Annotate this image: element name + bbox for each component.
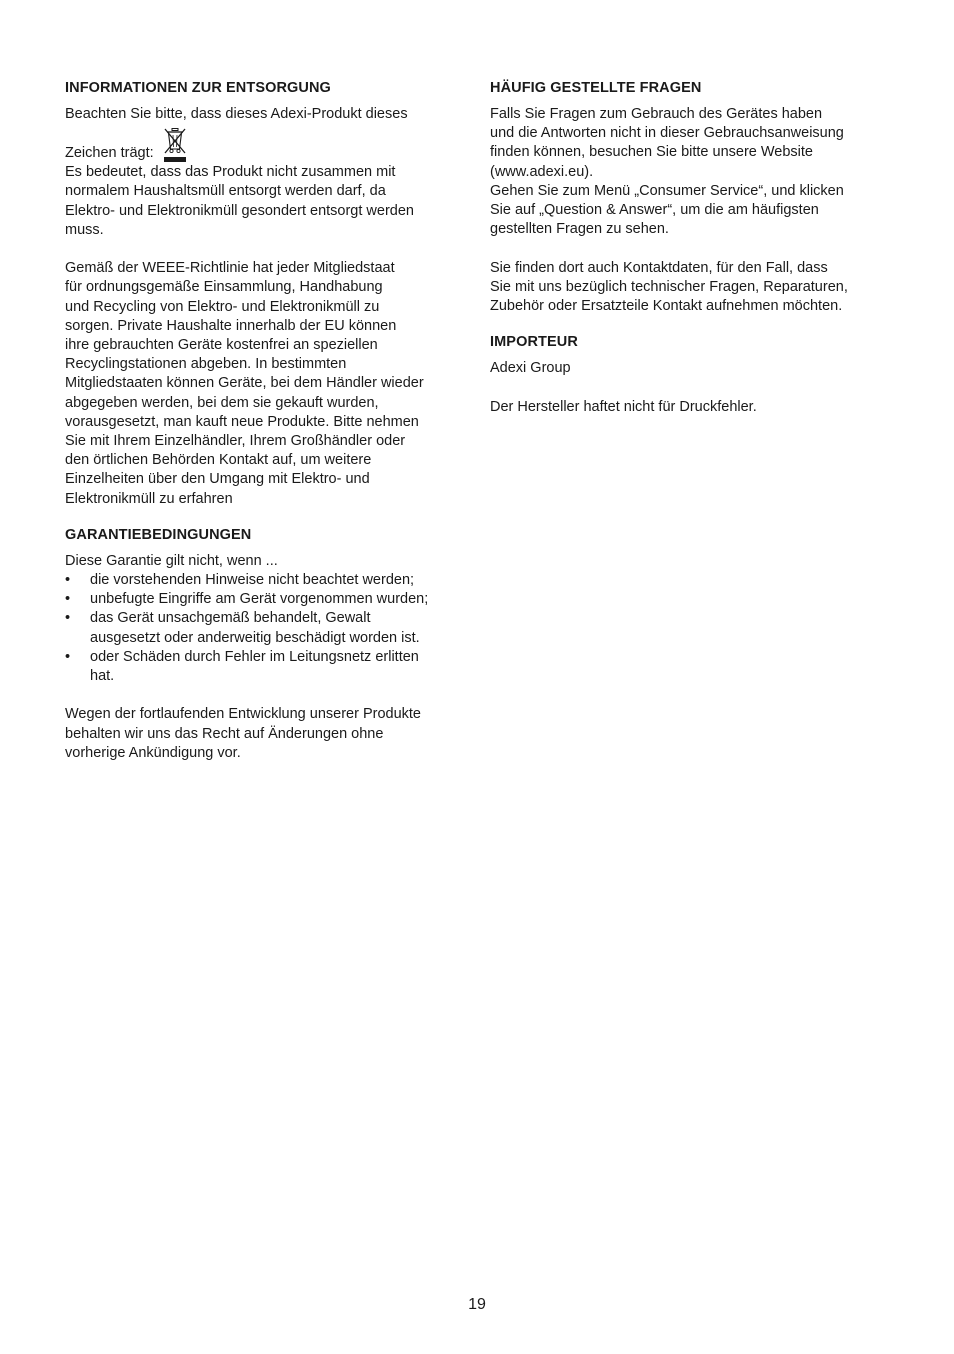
faq-paragraph-1 bbox=[490, 105, 890, 239]
text-line: vorausgesetzt, man kauft neue Produkte. Bitte nehmen bbox=[65, 413, 419, 430]
disposal-weee-paragraph bbox=[65, 259, 465, 509]
importer-heading: IMPORTEUR bbox=[490, 334, 578, 351]
text-line: für ordnungsgemäße Einsammlung, Handhabung bbox=[65, 279, 383, 296]
disposal-intro-line: Beachten Sie bitte, dass dieses Adexi-Produkt dieses bbox=[65, 106, 408, 122]
faq-paragraph-2 bbox=[490, 259, 890, 317]
text-line: Wegen der fortlaufenden Entwicklung unserer Produkte bbox=[65, 706, 422, 723]
text-line: Falls Sie Fragen zum Gebrauch des Gerätes haben bbox=[490, 106, 823, 122]
text-line: finden können, besuchen Sie bitte unsere Website bbox=[490, 144, 813, 161]
list-item-text: hat. bbox=[90, 668, 115, 685]
faq-section bbox=[490, 79, 890, 316]
disposal-meaning-paragraph bbox=[65, 163, 465, 240]
printing-errors-disclaimer: Der Hersteller haftet nicht für Druckfehler. bbox=[490, 398, 757, 415]
list-item bbox=[65, 571, 465, 590]
warranty-heading: GARANTIEBEDINGUNGEN bbox=[65, 526, 252, 543]
text-line: normalem Haushaltsmüll entsorgt werden darf, da bbox=[65, 183, 386, 200]
text-line: Elektronikmüll zu erfahren bbox=[65, 490, 233, 507]
text-line: Zubehör oder Ersatzteile Kontakt aufnehmen möchten. bbox=[490, 298, 843, 315]
list-item-text: oder Schäden durch Fehler im Leitungsnetz erlitten bbox=[90, 648, 419, 665]
warranty-intro: Diese Garantie gilt nicht, wenn ... bbox=[65, 552, 278, 569]
text-line: gestellten Fragen zu sehen. bbox=[490, 221, 669, 238]
disposal-symbol-label: Zeichen trägt: bbox=[65, 145, 154, 161]
text-line: Recyclingstationen abgeben. In bestimmten bbox=[65, 356, 347, 373]
text-line: Sie finden dort auch Kontaktdaten, für den Fall, dass bbox=[490, 259, 828, 276]
text-line: Gehen Sie zum Menü „Consumer Service“, und klicken bbox=[490, 182, 844, 199]
text-line: sorgen. Private Haushalte innerhalb der EU können bbox=[65, 317, 397, 334]
list-item bbox=[65, 609, 465, 647]
text-line: Es bedeutet, dass das Produkt nicht zusammen mit bbox=[65, 164, 396, 181]
text-line: muss. bbox=[65, 221, 104, 238]
bullet-icon: • bbox=[65, 648, 71, 665]
warranty-closing-paragraph bbox=[65, 705, 465, 763]
disposal-symbol-line bbox=[65, 125, 465, 163]
text-line: ihre gebrauchten Geräte kostenfrei an speziellen bbox=[65, 337, 378, 354]
disposal-heading: INFORMATIONEN ZUR ENTSORGUNG bbox=[65, 80, 331, 96]
page-number: 19 bbox=[468, 1296, 486, 1313]
text-line: abgegeben werden, bei dem sie gekauft wurden, bbox=[65, 394, 379, 411]
importer-name: Adexi Group bbox=[490, 360, 571, 377]
list-item bbox=[65, 648, 465, 686]
faq-heading: HÄUFIG GESTELLTE FRAGEN bbox=[490, 80, 702, 96]
importer-section bbox=[490, 333, 890, 417]
warranty-section bbox=[65, 526, 465, 763]
weee-crossed-bin-icon bbox=[162, 127, 188, 165]
left-column bbox=[65, 79, 465, 763]
text-line: behalten wir uns das Recht auf Änderungen ohne bbox=[65, 725, 384, 742]
text-line: Sie mit uns bezüglich technischer Fragen, Reparaturen, bbox=[490, 278, 848, 295]
warranty-list bbox=[65, 571, 465, 686]
bullet-icon: • bbox=[65, 591, 71, 608]
disposal-section bbox=[65, 79, 465, 509]
list-item-text: das Gerät unsachgemäß behandelt, Gewalt bbox=[90, 610, 371, 627]
text-line: Mitgliedstaaten können Geräte, bei dem Händler wieder bbox=[65, 375, 424, 392]
text-line: und die Antworten nicht in dieser Gebrauchsanweisung bbox=[490, 125, 844, 142]
bullet-icon: • bbox=[65, 610, 71, 627]
text-line: (www.adexi.eu). bbox=[490, 163, 594, 180]
text-line: und Recycling von Elektro- und Elektronikmüll zu bbox=[65, 298, 380, 315]
list-item-text: ausgesetzt oder anderweitig beschädigt worden ist. bbox=[90, 629, 420, 646]
text-line: Gemäß der WEEE-Richtlinie hat jeder Mitgliedstaat bbox=[65, 260, 395, 277]
list-item-text: die vorstehenden Hinweise nicht beachtet werden; bbox=[90, 572, 415, 589]
text-line: Elektro- und Elektronikmüll gesondert entsorgt werden bbox=[65, 202, 414, 219]
text-line: den örtlichen Behörden Kontakt auf, um weitere bbox=[65, 452, 372, 469]
text-line: Sie auf „Question & Answer“, um die am häufigsten bbox=[490, 202, 819, 219]
text-line: vorherige Ankündigung vor. bbox=[65, 744, 241, 761]
list-item bbox=[65, 590, 465, 609]
bullet-icon: • bbox=[65, 572, 71, 589]
text-line: Einzelheiten über den Umgang mit Elektro- und bbox=[65, 471, 370, 488]
text-line: Sie mit Ihrem Einzelhändler, Ihrem Großhändler oder bbox=[65, 433, 406, 450]
list-item-text: unbefugte Eingriffe am Gerät vorgenommen wurden; bbox=[90, 591, 429, 608]
right-column bbox=[490, 79, 890, 417]
